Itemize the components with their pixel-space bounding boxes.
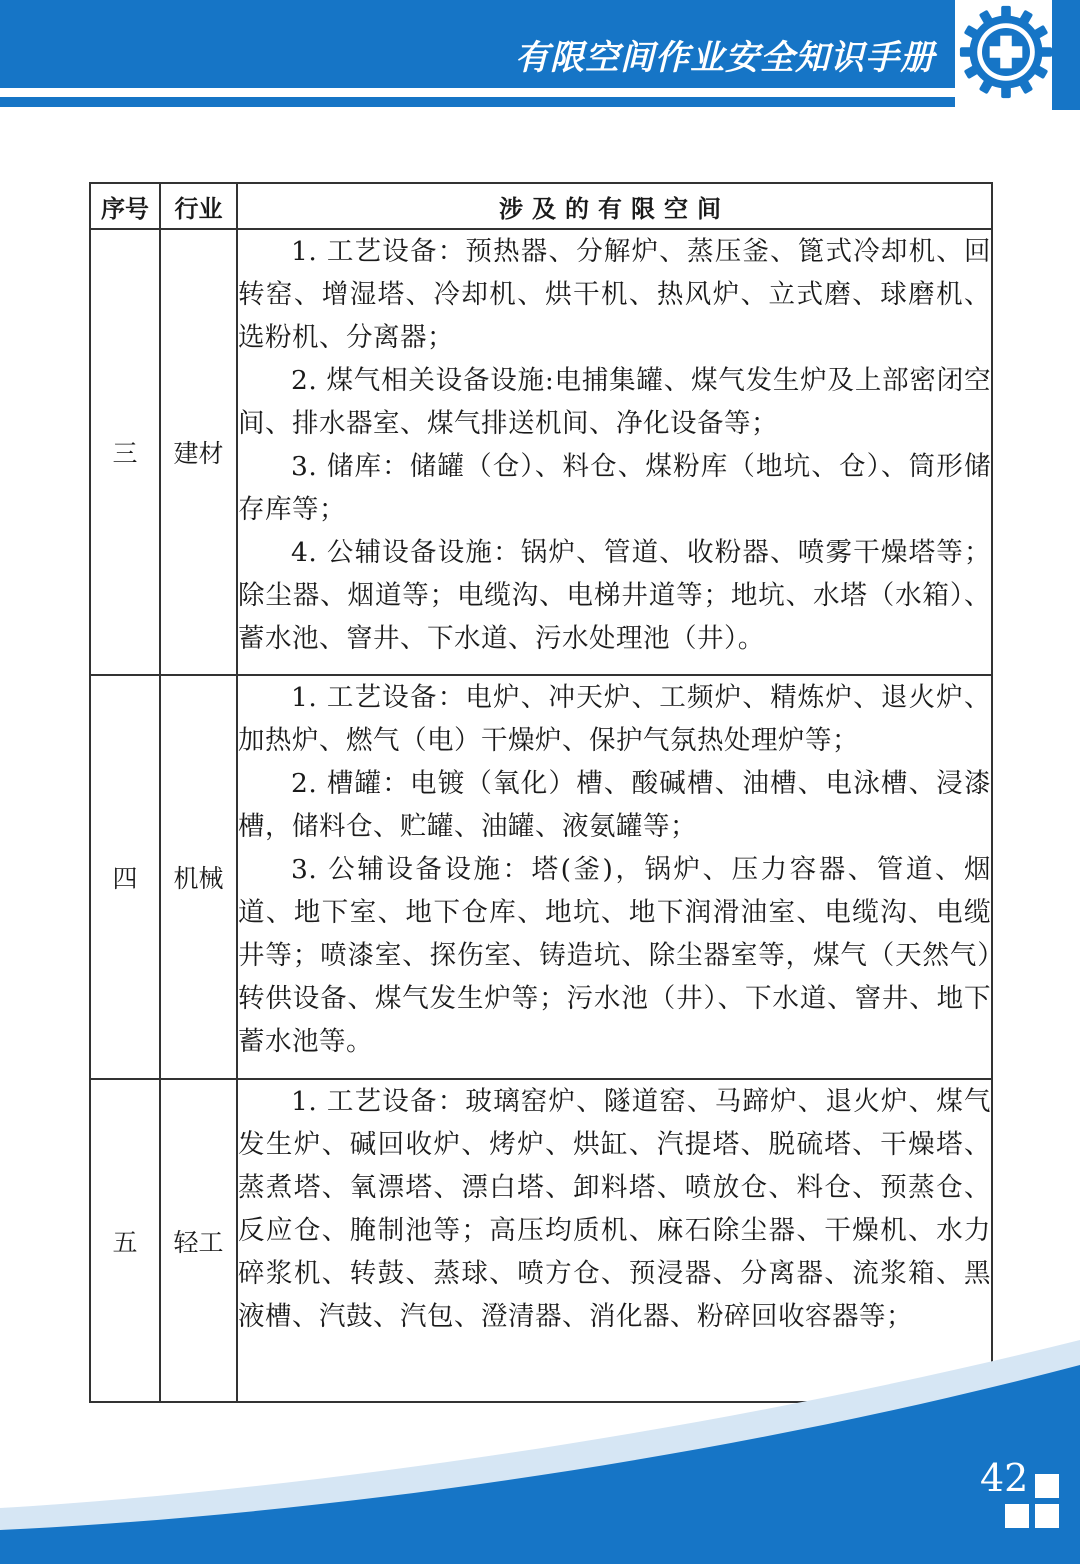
row-content [237, 675, 992, 1079]
row-number: 五 [90, 1079, 160, 1402]
row-industry: 建材 [160, 229, 237, 675]
content-paragraph: 1. 工艺设备：玻璃窑炉、隧道窑、马蹄炉、退火炉、煤气发生炉、碱回收炉、烤炉、烘缸、汽提塔、脱硫塔、干燥塔、蒸煮塔、氧漂塔、漂白塔、卸料塔、喷放仓、料仓、预蒸仓、反应仓、腌制池等；高压均质机、麻石除尘器、干燥机、水力碎浆机、转鼓、蒸球、喷方仓、预浸器、分离器、流浆箱、黑液槽、汽鼓、汽包、澄清器、消化器、粉碎回收容器等； [238, 1086, 991, 1332]
page-number: 42 [980, 1456, 1029, 1500]
table-row [90, 229, 992, 675]
content-paragraph: 3. 储库：储罐（仓）、料仓、煤粉库（地坑、仓）、筒形储存库等； [238, 451, 991, 525]
header-edge-band [1052, 0, 1080, 110]
content-paragraph: 1. 工艺设备：电炉、冲天炉、工频炉、精炼炉、退火炉、加热炉、燃气（电）干燥炉、保护气氛热处理炉等； [238, 682, 991, 756]
column-header-industry: 行业 [160, 183, 237, 229]
content-paragraph: 3. 公辅设备设施：塔(釜)，锅炉、压力容器、管道、烟道、地下室、地下仓库、地坑、地下润滑油室、电缆沟、电缆井等；喷漆室、探伤室、铸造坑、除尘器室等，煤气（天然气）转供设备、煤气发生炉等；污水池（井）、下水道、窨井、地下蓄水池等。 [238, 854, 991, 1057]
footer-wave [0, 1340, 1080, 1564]
content-paragraph: 2. 煤气相关设备设施:电捕集罐、煤气发生炉及上部密闭空间、排水器室、煤气排送机间、净化设备等； [238, 365, 991, 439]
footer-square [1005, 1504, 1029, 1528]
footer-square [1035, 1474, 1059, 1498]
column-header-confined-spaces: 涉及的有限空间 [237, 183, 992, 229]
content-paragraph: 1. 工艺设备：预热器、分解炉、蒸压釜、篦式冷却机、回转窑、增湿塔、冷却机、烘干机、热风炉、立式磨、球磨机、选粉机、分离器； [238, 236, 991, 353]
handbook-title: 有限空间作业安全知识手册 [515, 38, 935, 78]
row-content [237, 229, 992, 675]
column-header-number: 序号 [90, 183, 160, 229]
safety-cross-gear-icon [958, 4, 1054, 100]
row-industry: 轻工 [160, 1079, 237, 1402]
content-paragraph: 2. 槽罐：电镀（氧化）槽、酸碱槽、油槽、电泳槽、浸漆槽，储料仓、贮罐、油罐、液氨罐等； [238, 768, 991, 842]
confined-space-table [89, 182, 993, 1403]
row-industry: 机械 [160, 675, 237, 1079]
row-number: 四 [90, 675, 160, 1079]
footer-square [1035, 1504, 1059, 1528]
table-header-row [90, 183, 992, 229]
table-row [90, 675, 992, 1079]
row-number: 三 [90, 229, 160, 675]
content-paragraph: 4. 公辅设备设施：锅炉、管道、收粉器、喷雾干燥塔等；除尘器、烟道等；电缆沟、电梯井道等；地坑、水塔（水箱）、蓄水池、窨井、下水道、污水处理池（井）。 [238, 537, 991, 654]
header-rule [0, 97, 955, 107]
